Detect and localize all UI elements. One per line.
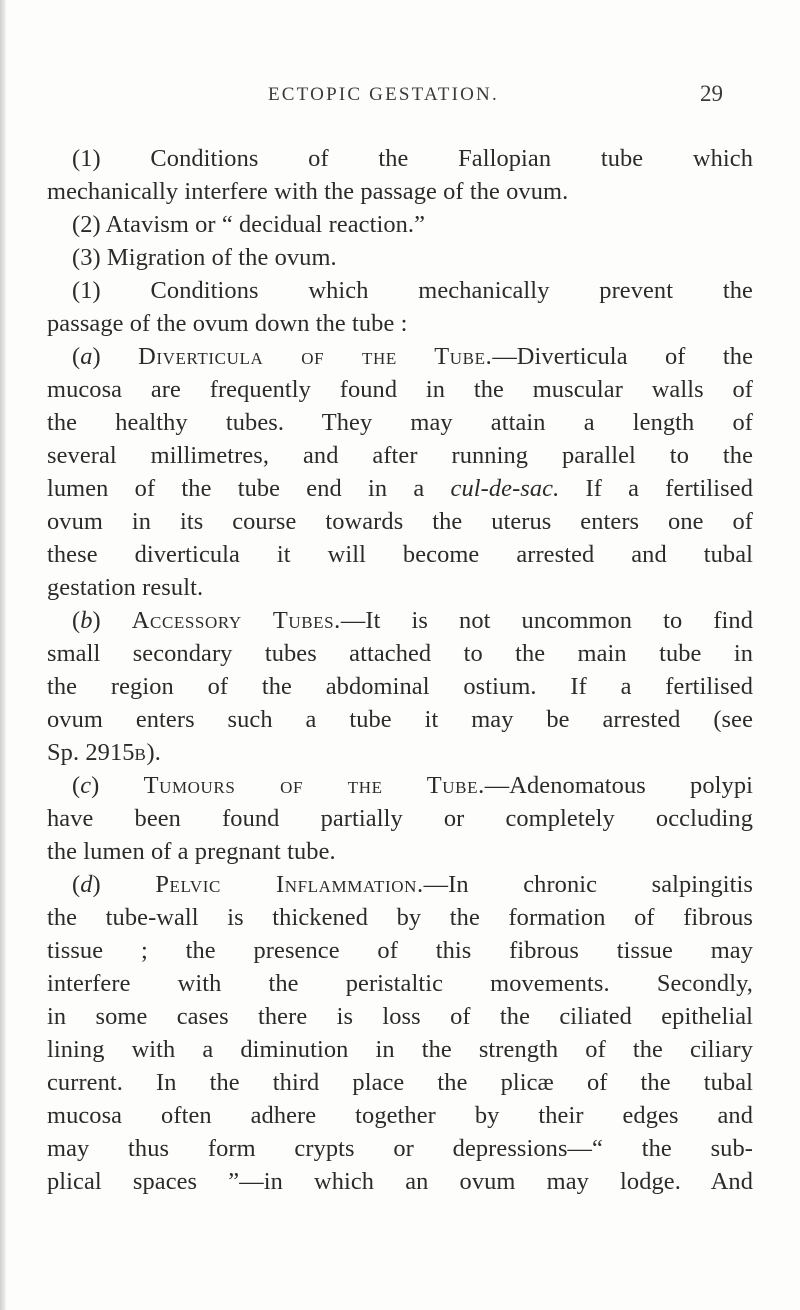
text-span: in some cases there is loss of the ciliated epithelial [47,1003,753,1030]
text-line [47,175,753,208]
text-line [47,1066,753,1099]
text-line [47,472,753,505]
text-span: Sp. 2915 [47,739,135,766]
text-line [47,802,753,835]
text-span: lining with a diminution in the strength of the ciliary [47,1036,753,1063]
text-line [47,934,753,967]
text-span: d [80,871,93,898]
text-span: gestation result. [47,574,204,601]
text-span: may thus form crypts or depressions—“ the sub- [47,1135,753,1162]
text-span: these diverticula it will become arrested and tubal [47,541,753,568]
text-span: (3) Migration of the ovum. [72,244,337,271]
text-line [47,274,753,307]
text-span: several millimetres, and after running parallel to the [47,442,753,469]
text-span: the region of the abdominal ostium. If a fertilised [47,673,753,700]
text-line [47,1033,753,1066]
text-span: cul-de-sac. [450,475,560,502]
text-line [47,736,753,769]
text-span: a [80,343,93,370]
text-span: ) [91,772,144,799]
text-span: mucosa are frequently found in the muscular walls of [47,376,753,403]
page-edge-shadow [0,0,6,1310]
text-span: small secondary tubes attached to the main tube in [47,640,753,667]
text-span: mucosa often adhere together by their edges and [47,1102,753,1129]
text-span: —In chronic salpingitis [423,871,753,898]
text-span: interfere with the peristaltic movements. Secondly, [47,970,753,997]
body-text [47,142,753,1198]
text-span: ). [146,739,161,766]
running-head-title: ECTOPIC GESTATION. [268,84,499,105]
text-line [47,538,753,571]
text-span: the lumen of a pregnant tube. [47,838,336,865]
text-line [47,241,753,274]
text-span: mechanically interfere with the passage of the ovum. [47,178,569,205]
text-line [47,868,753,901]
text-span: Pelvic Inflammation. [155,871,424,898]
text-line [47,703,753,736]
text-line [47,670,753,703]
text-span: c [80,772,92,799]
text-line [47,604,753,637]
text-span: ( [72,772,81,799]
text-line [47,406,753,439]
text-span: ( [72,343,81,370]
text-line [47,769,753,802]
text-span: ovum enters such a tube it may be arrested (see [47,706,753,733]
text-span: the healthy tubes. They may attain a length of [47,409,753,436]
text-line [47,967,753,1000]
text-span: the tube-wall is thickened by the formation of fibrous [47,904,753,931]
text-line [47,505,753,538]
text-span: b [134,739,147,766]
text-span: tissue ; the presence of this fibrous tissue may [47,937,753,964]
text-line [47,1165,753,1198]
running-head [0,81,800,118]
text-line [47,373,753,406]
text-line [47,439,753,472]
text-span: ( [72,607,81,634]
text-span: current. In the third place the plicæ of the tubal [47,1069,753,1096]
text-span: lumen of the tube end in a [47,475,451,502]
text-span: (1) Conditions of the Fallopian tube which [72,145,753,172]
text-span: Diverticula of the Tube. [138,343,493,370]
text-line [47,1132,753,1165]
text-line [47,307,753,340]
text-span: ) [92,343,139,370]
text-line [47,142,753,175]
text-line [47,571,753,604]
text-span: ovum in its course towards the uterus enters one of [47,508,753,535]
text-line [47,637,753,670]
text-span: (2) Atavism or “ decidual reaction.” [72,211,426,238]
text-line [47,340,753,373]
text-span: have been found partially or completely occluding [47,805,753,832]
text-span: —Diverticula of the [492,343,753,370]
text-span: passage of the ovum down the tube : [47,310,408,337]
text-line [47,1099,753,1132]
text-span: ) [92,607,132,634]
text-line [47,835,753,868]
text-span: b [80,607,93,634]
text-span: plical spaces ”—in which an ovum may lodge. And [47,1168,753,1195]
text-span: ) [92,871,156,898]
text-line [47,208,753,241]
text-span: If a fertilised [559,475,753,502]
text-span: Accessory Tubes. [131,607,341,634]
text-span: Tumours of the Tube. [143,772,485,799]
text-span: —Adenomatous polypi [484,772,753,799]
text-line [47,1000,753,1033]
text-span: (1) Conditions which mechanically prevent the [72,277,753,304]
text-line [47,901,753,934]
text-span: ( [72,871,81,898]
page-number: 29 [700,81,723,106]
text-span: —It is not uncommon to find [340,607,754,634]
